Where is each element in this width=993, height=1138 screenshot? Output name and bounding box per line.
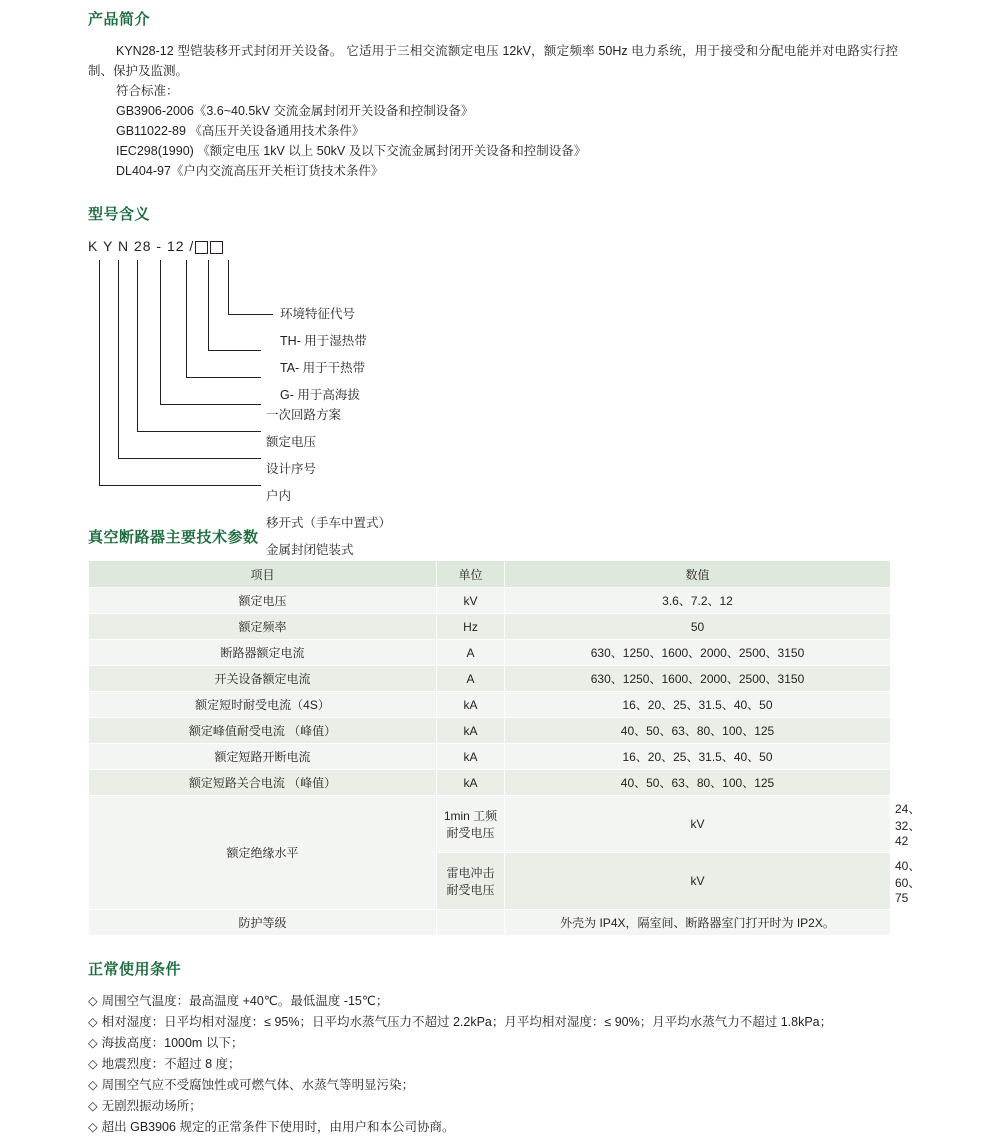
cell-item: 额定短路开断电流 [89, 744, 437, 770]
leader-line-horizontal [160, 404, 261, 405]
table-header-row [89, 561, 891, 588]
table-row [89, 770, 891, 796]
table-header-item: 项目 [89, 561, 437, 588]
table-row-insulation-1: 额定绝缘水平 1min 工频耐受电压 kV 24、32、42 [89, 796, 891, 853]
standard-item: IEC298(1990) 《额定电压 1kV 以上 50kV 及以下交流金属封闭开关设备和控制设备》 [116, 144, 587, 158]
cell-item: 额定电压 [89, 588, 437, 614]
intro-body [88, 41, 898, 181]
condition-text: 超出 GB3906 规定的正常条件下使用时，由用户和本公司协商。 [101, 1120, 455, 1134]
leader-line-horizontal [186, 377, 261, 378]
section-product-intro [88, 0, 898, 181]
model-code-box-2 [210, 241, 223, 254]
table-row [89, 588, 891, 614]
table-header-unit: 单位 [437, 561, 505, 588]
leader-line-vertical [228, 260, 229, 314]
section-normal-conditions [88, 958, 898, 1138]
model-legend-env: 环境特征代号 [280, 307, 356, 321]
condition-text: 周围空气应不受腐蚀性或可燃气体、水蒸气等明显污染； [101, 1078, 415, 1092]
cell-value: 40、50、63、80、100、125 [505, 770, 891, 796]
model-legend-design-no: 设计序号 [266, 462, 317, 476]
condition-item [88, 1096, 898, 1117]
cell-subitem: 1min 工频耐受电压 [437, 796, 505, 853]
cell-unit: kV [437, 588, 505, 614]
cell-unit: kV [505, 796, 891, 853]
diamond-icon: ◇ [88, 1120, 98, 1134]
standard-item: DL404-97《户内交流高压开关柜订货技术条件》 [116, 164, 384, 178]
condition-item [88, 1054, 898, 1075]
cell-value: 16、20、25、31.5、40、50 [505, 744, 891, 770]
leader-line-vertical [186, 260, 187, 377]
condition-text: 相对湿度：日平均相对湿度：≤ 95%；日平均水蒸气压力不超过 2.2kPa；月平均相对湿度：≤ 90%；月平均水蒸气力不超过 1.8kPa； [101, 1015, 833, 1029]
condition-text: 无剧烈振动场所； [101, 1099, 202, 1113]
cell-unit [437, 910, 505, 936]
table-row [89, 692, 891, 718]
model-env-note-ta: TA- 用于干热带 [280, 361, 366, 375]
cell-unit: kA [437, 744, 505, 770]
leader-line-horizontal [118, 458, 261, 459]
cell-subitem: 雷电冲击耐受电压 [437, 853, 505, 910]
model-code-text: K Y N 28 - 12 / [88, 238, 195, 254]
table-row [89, 718, 891, 744]
cell-unit: kA [437, 718, 505, 744]
cell-unit: A [437, 666, 505, 692]
condition-item [88, 1012, 898, 1033]
cell-unit: A [437, 640, 505, 666]
cell-unit: kV [505, 853, 891, 910]
condition-item [88, 1117, 898, 1138]
table-row [89, 744, 891, 770]
cell-value: 630、1250、1600、2000、2500、3150 [505, 640, 891, 666]
model-env-note-th: TH- 用于湿热带 [280, 334, 367, 348]
section-technical-parameters [88, 526, 921, 936]
cell-value: 630、1250、1600、2000、2500、3150 [505, 666, 891, 692]
model-legend-voltage: 额定电压 [266, 435, 317, 449]
cell-item-insulation-level: 额定绝缘水平 [89, 796, 437, 910]
condition-item [88, 991, 898, 1012]
spec-table [88, 560, 921, 936]
model-legend-withdrawable: 移开式（手车中置式） [266, 516, 392, 530]
table-row [89, 666, 891, 692]
model-code-box-1 [195, 241, 208, 254]
cell-value: 50 [505, 614, 891, 640]
leader-line-vertical [208, 260, 209, 350]
cell-unit: Hz [437, 614, 505, 640]
intro-standards-label: 符合标准： [116, 84, 179, 98]
leader-line-vertical [137, 260, 138, 431]
standard-item: GB3906-2006《3.6~40.5kV 交流金属封闭开关设备和控制设备》 [116, 104, 474, 118]
cell-unit: kA [437, 692, 505, 718]
diamond-icon: ◇ [88, 1099, 98, 1113]
conditions-list [88, 991, 898, 1138]
condition-text: 周围空气温度：最高温度 +40℃。最低温度 -15℃； [101, 994, 389, 1008]
cell-item: 额定峰值耐受电流 （峰值） [89, 718, 437, 744]
condition-text: 地震烈度：不超过 8 度； [101, 1057, 241, 1071]
cell-item: 开关设备额定电流 [89, 666, 437, 692]
standard-item: GB11022-89 《高压开关设备通用技术条件》 [116, 124, 365, 138]
diamond-icon: ◇ [88, 1015, 98, 1029]
leader-line-horizontal [99, 485, 261, 486]
condition-item [88, 1033, 898, 1054]
cell-value: 40、50、63、80、100、125 [505, 718, 891, 744]
section-title-conditions: 正常使用条件 [88, 961, 182, 978]
cell-item: 防护等级 [89, 910, 437, 936]
table-row-insulation-2: 雷电冲击耐受电压 kV 40、60、75 [89, 853, 891, 910]
cell-item: 额定短时耐受电流（4S） [89, 692, 437, 718]
intro-paragraph: KYN28-12 型铠装移开式封闭开关设备。 它适用于三相交流额定电压 12kV，额定频率 50Hz 电力系统，用于接受和分配电能并对电路实行控制、保护及监测。 [88, 44, 898, 78]
model-legend-indoor: 户内 [266, 489, 292, 503]
leader-line-vertical [118, 260, 119, 458]
model-code-line [88, 238, 224, 254]
condition-item [88, 1075, 898, 1096]
cell-item: 断路器额定电流 [89, 640, 437, 666]
cell-value: 3.6、7.2、12 [505, 588, 891, 614]
table-row [89, 640, 891, 666]
cell-unit: kA [437, 770, 505, 796]
section-title-specs: 真空断路器主要技术参数 [88, 529, 259, 546]
table-header-value: 数值 [505, 561, 891, 588]
leader-line-horizontal [137, 431, 261, 432]
model-legend-metal-clad: 金属封闭铠装式 [266, 543, 354, 557]
diamond-icon: ◇ [88, 1036, 98, 1050]
diamond-icon: ◇ [88, 1078, 98, 1092]
diamond-icon: ◇ [88, 994, 98, 1008]
section-title-model: 型号含义 [88, 206, 151, 223]
leader-line-vertical [99, 260, 100, 485]
leader-line-vertical [160, 260, 161, 404]
table-row [89, 614, 891, 640]
cell-item: 额定频率 [89, 614, 437, 640]
cell-value: 16、20、25、31.5、40、50 [505, 692, 891, 718]
cell-item: 额定短路关合电流 （峰值） [89, 770, 437, 796]
diamond-icon: ◇ [88, 1057, 98, 1071]
model-env-note-g: G- 用于高海拔 [280, 388, 360, 402]
table-row [89, 910, 891, 936]
model-legend-circuit: 一次回路方案 [266, 408, 342, 422]
cell-value: 外壳为 IP4X，隔室间、断路器室门打开时为 IP2X。 [505, 910, 891, 936]
leader-line-horizontal [208, 350, 261, 351]
section-title-intro: 产品简介 [88, 11, 151, 28]
condition-text: 海拔高度：1000m 以下； [101, 1036, 244, 1050]
leader-line-horizontal [228, 314, 273, 315]
